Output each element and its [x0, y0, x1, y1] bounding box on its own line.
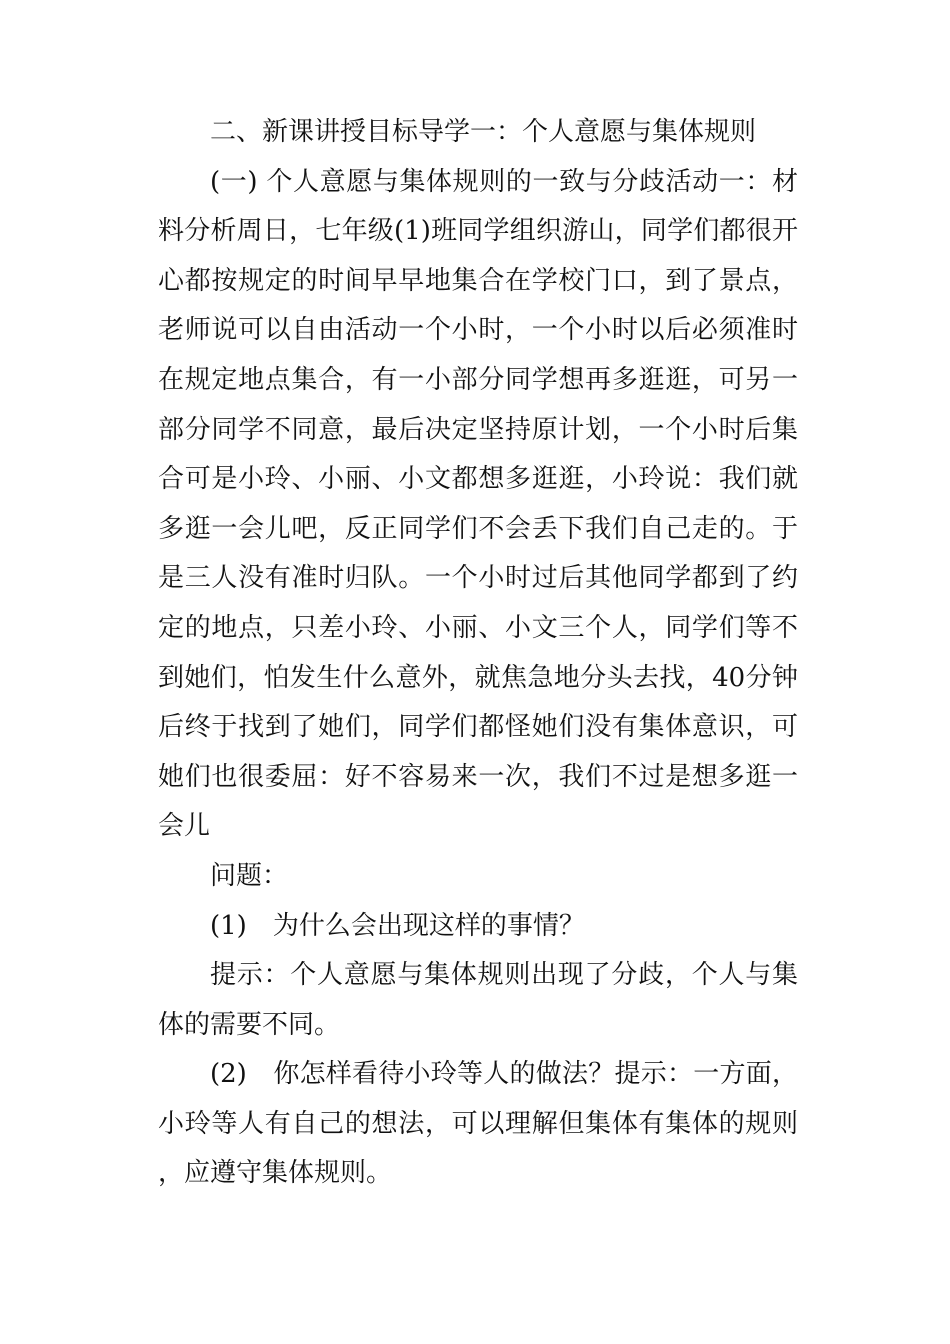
section-heading: 二、新课讲授目标导学一：个人意愿与集体规则	[210, 117, 757, 147]
question-2: (2) 你怎样看待小玲等人的做法？提示：一方面，小玲等人有自己的想法，可以理解但集体有集体的规则，应遵守集体规则。	[158, 1059, 798, 1189]
activity-paragraph: (一) 个人意愿与集体规则的一致与分歧活动一：材料分析周日，七年级(1)班同学组织游山，同学们都很开心都按规定的时间早早地集合在学校门口，到了景点，老师说可以自由活动一个小时，一个小时以后必须准时在规定地点集合，有一小部分同学想再多逛逛，可另一部分同学不同意，最后决定坚持原计划，一个小时后集合可是小玲、小丽、小文都想多逛逛，小玲说：我们就多逛一会儿吧，反正同学们不会丢下我们自己走的。于是三人没有准时归队。一个小时过后其他同学都到了约定的地点，只差小玲、小丽、小文三个人，同学们等不到她们，怕发生什么意外，就焦急地分头去找，40分钟后终于找到了她们，同学们都怪她们没有集体意识，可她们也很委屈：好不容易来一次，我们不过是想多逛一会儿	[158, 166, 798, 842]
questions-label: 问题：	[210, 860, 289, 891]
question-1: (1) 为什么会出现这样的事情？	[210, 910, 585, 941]
hint-1: 提示：个人意愿与集体规则出现了分歧，个人与集体的需要不同。	[158, 960, 798, 1040]
document-body	[158, 108, 798, 1199]
